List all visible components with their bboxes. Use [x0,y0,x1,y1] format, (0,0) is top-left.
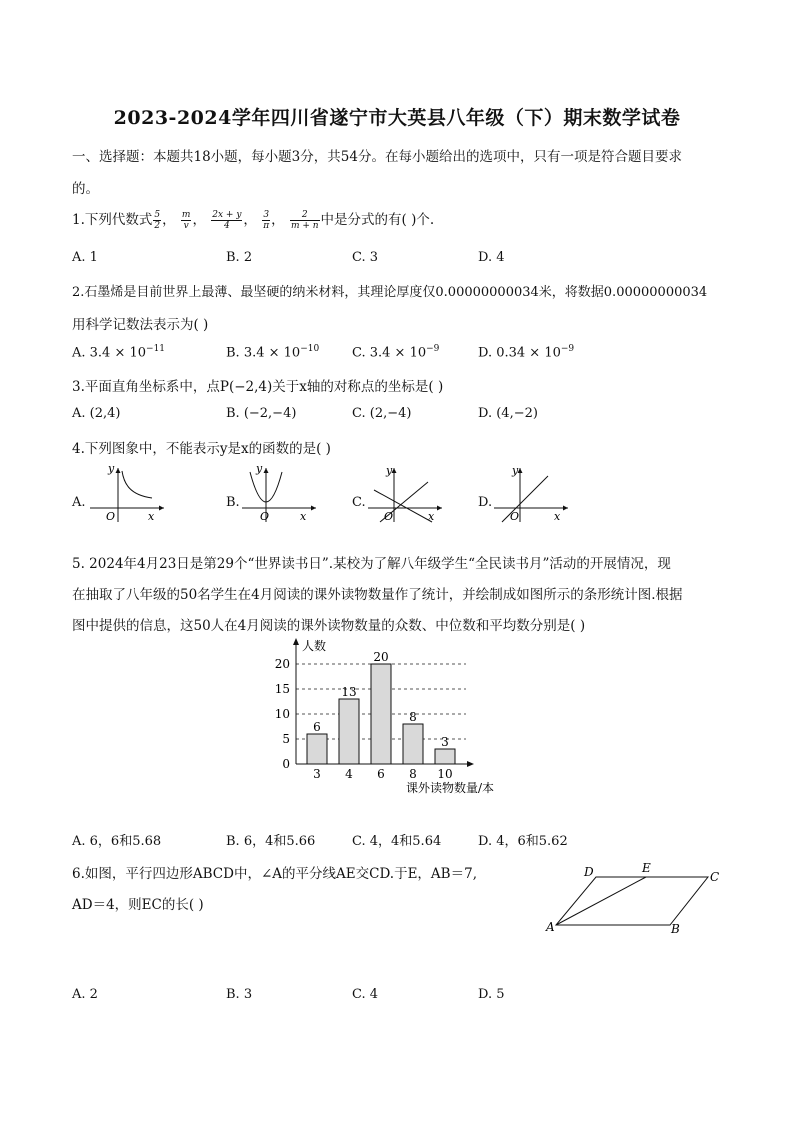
q1-frac-2: $\frac{m}{v}$ [181,210,191,231]
q6-option-c[interactable]: C. 4 [352,987,379,1002]
bar [339,699,359,764]
y-tick-label: 5 [282,732,290,746]
x-label: x [554,510,561,523]
y-axis-arrow-icon [518,468,523,473]
q1-option-c[interactable]: C. 3 [352,250,379,265]
x-tick-label: 4 [345,767,353,781]
segment-ae [556,877,646,925]
line [502,476,548,522]
q3-stem: 3.平面直角坐标系中，点P(−2,4)关于x轴的对称点的坐标是( ) [72,379,444,395]
vertex-d-label: D [584,865,594,879]
section-heading-line2: 的。 [72,181,99,197]
origin-label: O [384,510,394,523]
chart-y-axis-arrow-icon [293,638,299,645]
q3-option-b[interactable]: B. (−2,−4) [226,406,297,421]
x-label: x [300,510,307,523]
data-label: 13 [341,685,357,699]
data-label: 6 [313,720,321,734]
page-title: 2023-2024学年四川省遂宁市大英县八年级（下）期末数学试卷 [113,107,681,129]
point-e-label: E [642,861,651,875]
q6-option-a[interactable]: A. 2 [72,987,98,1002]
q5-option-c[interactable]: C. 4，4和5.64 [352,834,442,849]
y-tick-label: 10 [274,707,290,721]
x-tick-label: 6 [377,767,385,781]
q5-option-b[interactable]: B. 6，4和5.66 [226,834,316,849]
y-label: y [512,464,519,477]
x-axis-arrow-icon [159,506,164,511]
y-axis-arrow-icon [116,468,121,473]
vertex-a-label: A [546,920,555,934]
q1-frac-3: $\frac{2x + y}{4}$ [212,210,242,231]
q4-option-c[interactable]: C. [352,495,366,510]
x-axis-arrow-icon [437,506,442,511]
q4-option-d[interactable]: D. [478,495,493,510]
q2-option-c[interactable]: C. $3.4 \times 10^{-9}$ [352,344,440,361]
q6-parallelogram-figure [540,852,730,940]
chart-y-title: 人数 [302,639,327,653]
data-label: 3 [441,735,449,749]
q6-stem-line2: AD＝4，则EC的长( ) [72,897,204,913]
bar [435,749,455,764]
q4-option-b[interactable]: B. [226,495,240,510]
q1-option-a[interactable]: A. 1 [72,250,98,265]
q5-stem-line2: 在抽取了八年级的50名学生在4月阅读的课外读物数量作了统计，并绘制成如图所示的条形统计图.根据 [72,587,683,603]
q4-option-a[interactable]: A. [72,495,86,510]
q5-stem-line1: 5. 2024年4月23日是第29个“世界读书日”.某校为了解八年级学生“全民读书月”活动的开展情况，现 [72,556,671,572]
data-label: 8 [409,710,417,724]
q1-option-d[interactable]: D. 4 [478,250,505,265]
q4-graph-c [366,462,446,524]
x-tick-label: 10 [437,767,453,781]
q4-stem: 4.下列图象中，不能表示y是x的函数的是( ) [72,441,331,457]
q2-option-b[interactable]: B. $3.4 \times 10^{-10}$ [226,344,320,361]
vertex-b-label: B [671,922,680,936]
section-heading-line1: 一、选择题：本题共18小题，每小题3分，共54分。在每小题给出的选项中，只有一项是符合题目要求 [72,149,682,165]
q2-stem-line2: 用科学记数法表示为( ) [72,317,209,333]
q4-graph-b [240,462,320,524]
y-axis-arrow-icon [264,468,269,473]
q2-option-a[interactable]: A. $3.4 \times 10^{-11}$ [72,344,166,361]
y-tick-label: 20 [274,657,290,671]
q1-suffix: 中是分式的有( )个. [320,212,435,228]
x-label: x [148,510,155,523]
x-tick-label: 3 [313,767,321,781]
y-tick-label: 15 [274,682,290,696]
q1-stem: 1.下列代数式 $\frac{5}{2}$ ， $\frac{m}{v}$ ， $\frac{2x + y}{4}$ ， $\frac{3}{\pi}$ ， $\frac{2}{m + n}$ 中是分式的有( )个. [72,210,435,231]
x-tick-label: 8 [409,767,417,781]
origin-label: O [106,510,116,523]
q6-option-b[interactable]: B. 3 [226,987,253,1002]
x-axis-arrow-icon [311,506,316,511]
q3-option-c[interactable]: C. (2,−4) [352,406,412,421]
y-label: y [108,462,115,475]
vertex-c-label: C [710,870,720,884]
bar [403,724,423,764]
q2-stem-line1: 2.石墨烯是目前世界上最薄、最坚硬的纳米材料，其理论厚度仅0.00000000034米，将数据0.00000000034 [72,285,708,300]
q1-frac-5: $\frac{2}{m + n}$ [290,210,319,231]
bar [307,734,327,764]
y-axis-arrow-icon [392,468,397,473]
q1-prefix: 1.下列代数式 [72,212,153,228]
q5-stem-line3: 图中提供的信息，这50人在4月阅读的课外读物数量的众数、中位数和平均数分别是( ) [72,618,586,634]
q3-option-a[interactable]: A. (2,4) [72,406,121,421]
q5-option-d[interactable]: D. 4，6和5.62 [478,834,568,849]
chart-x-title: 课外读物数量/本 [406,781,495,795]
q6-option-d[interactable]: D. 5 [478,987,505,1002]
q5-option-a[interactable]: A. 6，6和5.68 [72,834,162,849]
x-axis-arrow-icon [563,506,568,511]
origin-label: O [510,510,520,523]
data-label: 20 [373,650,389,664]
q1-frac-4: $\frac{3}{\pi}$ [263,210,270,231]
q6-stem-line1: 6.如图，平行四边形ABCD中，∠A的平分线AE交CD.于E，AB＝7, [72,866,477,882]
q1-frac-1: $\frac{5}{2}$ [154,210,161,231]
curve [122,471,152,498]
y-tick-label: 0 [282,757,290,771]
q4-graph-d [492,462,572,524]
q4-graph-a [88,462,168,524]
bar [371,664,391,764]
origin-label: O [260,510,270,523]
y-label: y [386,464,393,477]
q2-option-d[interactable]: D. $0.34 \times 10^{-9}$ [478,344,575,361]
q1-option-b[interactable]: B. 2 [226,250,253,265]
chart-x-axis-arrow-icon [467,761,474,767]
q3-option-d[interactable]: D. (4,−2) [478,406,538,421]
y-label: y [256,462,263,475]
line-1 [374,490,432,522]
q5-bar-chart [266,634,526,800]
x-label: x [428,510,435,523]
